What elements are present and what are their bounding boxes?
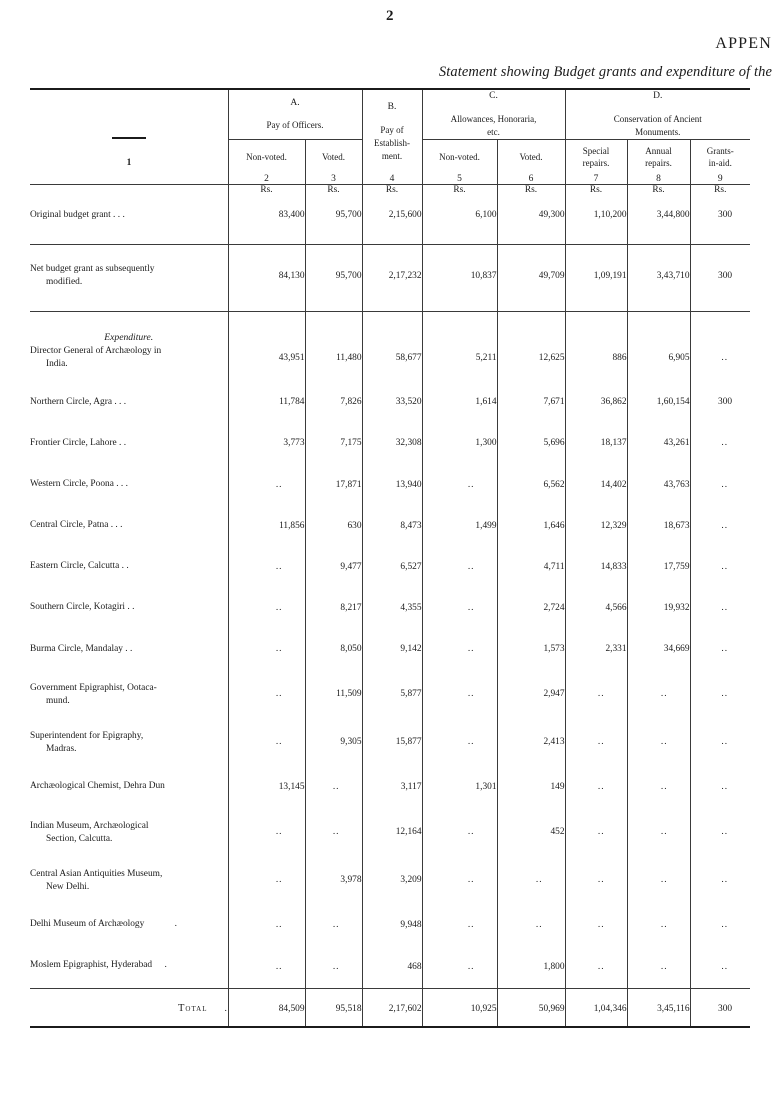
total-value: 50,969 xyxy=(497,989,565,1028)
header-group-d-name-line2: Monuments. xyxy=(635,126,681,137)
budget-statement-table xyxy=(30,88,750,1028)
cell-value: 3,773 xyxy=(228,423,305,464)
cell-value: 886 xyxy=(565,343,627,381)
row-label-text: Net budget grant as subsequently xyxy=(30,264,155,275)
column-number-2: 2 xyxy=(228,174,305,184)
cell-value: 5,696 xyxy=(497,423,565,464)
cell-value: .. xyxy=(422,904,497,945)
cell-value: .. xyxy=(565,670,627,718)
column-number-5: 5 xyxy=(422,174,497,184)
cell-value: 8,217 xyxy=(305,587,362,628)
cell-value: .. xyxy=(690,423,750,464)
table-row xyxy=(30,195,750,245)
currency-unit-6: Rs. xyxy=(497,184,565,195)
spacer-8 xyxy=(627,184,690,185)
cell-value: 1,301 xyxy=(422,766,497,807)
header-group-b-name-line3: ment. xyxy=(381,150,403,161)
cell-value: 2,413 xyxy=(497,718,565,766)
section-spacer-3 xyxy=(305,312,362,344)
cell-value: 11,856 xyxy=(228,505,305,546)
row-label-text: Southern Circle, Kotagiri xyxy=(30,602,126,613)
cell-value: 17,871 xyxy=(305,464,362,505)
cell-value: .. xyxy=(690,546,750,587)
total-value: 1,04,346 xyxy=(565,989,627,1028)
cell-value: 1,499 xyxy=(422,505,497,546)
cell-value: .. xyxy=(627,856,690,904)
section-heading: Expenditure. xyxy=(30,312,228,344)
row-label-text: Government Epigraphist, Ootaca- xyxy=(30,682,157,693)
header-group-c-letter: C. xyxy=(489,91,498,101)
cell-value: .. xyxy=(690,945,750,989)
cell-value: 7,826 xyxy=(305,382,362,423)
cell-value: .. xyxy=(690,766,750,807)
cell-value: .. xyxy=(690,629,750,670)
header-col-d-grants-in-aid xyxy=(690,139,750,174)
table-row xyxy=(30,245,750,312)
total-value: 2,17,602 xyxy=(362,989,422,1028)
cell-value: 17,759 xyxy=(627,546,690,587)
row-label-leaders: . . xyxy=(120,478,128,489)
cell-value: 7,175 xyxy=(305,423,362,464)
row-label-leaders: . . xyxy=(125,643,133,654)
row-label xyxy=(30,808,228,856)
header-group-a xyxy=(228,89,362,139)
row-label-text: Indian Museum, Archæological xyxy=(30,820,149,831)
cell-value: 1,09,191 xyxy=(565,245,627,312)
cell-value: .. xyxy=(627,945,690,989)
cell-value: .. xyxy=(422,856,497,904)
cell-value: .. xyxy=(228,808,305,856)
row-label-leaders: . . xyxy=(115,520,123,531)
cell-value: 9,142 xyxy=(362,629,422,670)
cell-value: 32,308 xyxy=(362,423,422,464)
cell-value: 2,947 xyxy=(497,670,565,718)
spacer-7 xyxy=(565,184,627,185)
total-value: 10,925 xyxy=(422,989,497,1028)
cell-value: 13,145 xyxy=(228,766,305,807)
cell-value: .. xyxy=(565,808,627,856)
table-caption: Statement showing Budget grants and expenditure of the xyxy=(438,64,772,80)
table-row xyxy=(30,629,750,670)
column-number-7: 7 xyxy=(565,174,627,184)
header-col-d-special-line1: Special xyxy=(582,145,610,156)
row-label-text: Delhi Museum of Archæology xyxy=(30,919,145,930)
table-row xyxy=(30,670,750,718)
row-label xyxy=(30,195,228,245)
table-header-group xyxy=(30,89,750,184)
row-label-text-line2: New Delhi. xyxy=(46,881,90,892)
cell-value: 1,646 xyxy=(497,505,565,546)
row-label xyxy=(30,670,228,718)
cell-value: 1,300 xyxy=(422,423,497,464)
cell-value: 43,763 xyxy=(627,464,690,505)
spacer-9 xyxy=(690,184,750,185)
row-label xyxy=(30,856,228,904)
cell-value: 1,60,154 xyxy=(627,382,690,423)
header-col-a-voted: Voted. xyxy=(305,139,362,174)
spacer-3 xyxy=(305,184,362,185)
expenditure-heading-row xyxy=(30,312,750,344)
cell-value: .. xyxy=(422,670,497,718)
section-spacer-5 xyxy=(422,312,497,344)
currency-unit-2: Rs. xyxy=(228,184,305,195)
cell-value: 468 xyxy=(362,945,422,989)
total-row xyxy=(30,989,750,1028)
cell-value: 9,305 xyxy=(305,718,362,766)
row-group-net-budget xyxy=(30,245,750,312)
cell-value: .. xyxy=(690,670,750,718)
currency-unit-8: Rs. xyxy=(627,184,690,195)
cell-value: 10,837 xyxy=(422,245,497,312)
row-label-leaders: . xyxy=(174,919,177,930)
row-label-text: Frontier Circle, Lahore xyxy=(30,437,117,448)
cell-value: .. xyxy=(690,808,750,856)
table-row xyxy=(30,464,750,505)
row-label-text: Central Circle, Patna . xyxy=(30,520,114,531)
total-label-text: Total xyxy=(177,1003,208,1015)
cell-value: 36,862 xyxy=(565,382,627,423)
cell-value: 1,573 xyxy=(497,629,565,670)
cell-value: 19,932 xyxy=(627,587,690,628)
cell-value: 7,671 xyxy=(497,382,565,423)
column-number-3: 3 xyxy=(305,174,362,184)
cell-value: .. xyxy=(228,670,305,718)
header-col-d-grants-line2: in-aid. xyxy=(708,157,732,168)
cell-value: 149 xyxy=(497,766,565,807)
row-label-text-line2: Section, Calcutta. xyxy=(46,833,113,844)
row-label-leaders: . . xyxy=(119,396,127,407)
table-row xyxy=(30,904,750,945)
header-col-d-annual-line1: Annual xyxy=(645,145,672,156)
stub-number-anchor xyxy=(30,157,228,185)
row-label-text: Western Circle, Poona . xyxy=(30,478,119,489)
page-number: 2 xyxy=(386,8,394,24)
stub-dash-rule xyxy=(112,137,146,139)
cell-value: 2,724 xyxy=(497,587,565,628)
section-spacer-8 xyxy=(627,312,690,344)
currency-unit-9: Rs. xyxy=(690,184,750,195)
header-group-d-name-line1: Conservation of Ancient xyxy=(613,113,702,124)
total-value: 300 xyxy=(690,989,750,1028)
row-label-text: Superintendent for Epigraphy, xyxy=(30,731,144,742)
cell-value: 11,509 xyxy=(305,670,362,718)
cell-value: .. xyxy=(627,808,690,856)
cell-value: 2,331 xyxy=(565,629,627,670)
header-col-d-special-line2: repairs. xyxy=(582,157,610,168)
header-group-b-name-line1: Pay of xyxy=(380,124,404,135)
cell-value: 5,877 xyxy=(362,670,422,718)
cell-value: 3,43,710 xyxy=(627,245,690,312)
cell-value: 14,402 xyxy=(565,464,627,505)
row-label-text: Moslem Epigraphist, Hyderabad xyxy=(30,960,153,971)
header-col-a-nonvoted: Non-voted. xyxy=(228,139,305,174)
cell-value: 9,477 xyxy=(305,546,362,587)
cell-value: .. xyxy=(690,718,750,766)
table-row xyxy=(30,587,750,628)
row-label xyxy=(30,718,228,766)
header-col-d-grants-line1: Grants- xyxy=(706,145,734,156)
table-row xyxy=(30,808,750,856)
cell-value: .. xyxy=(422,718,497,766)
cell-value: 3,117 xyxy=(362,766,422,807)
cell-value: 6,905 xyxy=(627,343,690,381)
cell-value: 34,669 xyxy=(627,629,690,670)
cell-value: 8,050 xyxy=(305,629,362,670)
spacer-6 xyxy=(497,184,565,185)
currency-unit-3: Rs. xyxy=(305,184,362,195)
header-group-c-name-line2: etc. xyxy=(487,126,500,137)
row-label-text: Northern Circle, Agra . xyxy=(30,396,117,407)
cell-value: 2,17,232 xyxy=(362,245,422,312)
cell-value: 12,329 xyxy=(565,505,627,546)
header-col-d-annual-repairs xyxy=(627,139,690,174)
currency-unit-4: Rs. xyxy=(362,184,422,195)
row-label xyxy=(30,343,228,381)
cell-value: 3,44,800 xyxy=(627,195,690,245)
row-label-text: Eastern Circle, Calcutta xyxy=(30,561,120,572)
row-label-leaders: . . xyxy=(119,437,127,448)
cell-value: .. xyxy=(690,343,750,381)
cell-value: 12,164 xyxy=(362,808,422,856)
cell-value: 630 xyxy=(305,505,362,546)
cell-value: .. xyxy=(422,808,497,856)
table-row xyxy=(30,343,750,381)
header-group-c xyxy=(422,89,565,139)
currency-unit-row xyxy=(30,184,750,195)
spacer-4 xyxy=(362,184,422,185)
cell-value: 5,211 xyxy=(422,343,497,381)
cell-value: 452 xyxy=(497,808,565,856)
row-label xyxy=(30,945,228,989)
cell-value: 18,137 xyxy=(565,423,627,464)
row-label xyxy=(30,464,228,505)
row-label xyxy=(30,629,228,670)
cell-value: .. xyxy=(228,464,305,505)
currency-unit-5: Rs. xyxy=(422,184,497,195)
row-label-text-line2: Madras. xyxy=(46,744,77,755)
spacer-5 xyxy=(422,184,497,185)
cell-value: .. xyxy=(422,629,497,670)
row-label-leaders: . . xyxy=(121,561,129,572)
cell-value: 4,566 xyxy=(565,587,627,628)
row-label-text: Original budget grant . xyxy=(30,209,116,220)
cell-value: .. xyxy=(305,945,362,989)
cell-value: .. xyxy=(690,856,750,904)
cell-value: 12,625 xyxy=(497,343,565,381)
row-label xyxy=(30,505,228,546)
cell-value: 14,833 xyxy=(565,546,627,587)
cell-value: .. xyxy=(690,904,750,945)
cell-value: 9,948 xyxy=(362,904,422,945)
cell-value: 58,677 xyxy=(362,343,422,381)
header-group-a-letter: A. xyxy=(290,97,300,108)
cell-value: 1,800 xyxy=(497,945,565,989)
cell-value: 33,520 xyxy=(362,382,422,423)
cell-value: .. xyxy=(627,718,690,766)
cell-value: .. xyxy=(497,904,565,945)
header-group-d xyxy=(565,89,750,139)
cell-value: 300 xyxy=(690,245,750,312)
cell-value: 83,400 xyxy=(228,195,305,245)
row-label xyxy=(30,766,228,807)
row-label-text-line2: India. xyxy=(46,359,68,370)
table-row xyxy=(30,945,750,989)
cell-value: .. xyxy=(690,464,750,505)
total-value: 84,509 xyxy=(228,989,305,1028)
header-col-d-special-repairs xyxy=(565,139,627,174)
row-label xyxy=(30,546,228,587)
header-col-c-voted: Voted. xyxy=(497,139,565,174)
header-group-a-name: Pay of Officers. xyxy=(266,120,324,131)
cell-value: .. xyxy=(228,718,305,766)
header-group-row xyxy=(30,89,750,139)
appendix-label: APPEN xyxy=(715,35,772,52)
row-group-original-budget xyxy=(30,195,750,245)
table-row xyxy=(30,546,750,587)
cell-value: 4,355 xyxy=(362,587,422,628)
cell-value: 49,709 xyxy=(497,245,565,312)
cell-value: 300 xyxy=(690,195,750,245)
stub-number-row xyxy=(30,184,750,185)
cell-value: .. xyxy=(228,945,305,989)
column-number-1: 1 xyxy=(126,157,132,168)
cell-value: .. xyxy=(627,766,690,807)
row-label-leaders: . xyxy=(164,960,167,971)
header-col-d-annual-line2: repairs. xyxy=(645,157,672,168)
cell-value: .. xyxy=(422,945,497,989)
cell-value: 95,700 xyxy=(305,245,362,312)
header-group-d-letter: D. xyxy=(653,91,663,101)
cell-value: 43,261 xyxy=(627,423,690,464)
total-value: 95,518 xyxy=(305,989,362,1028)
cell-value: 1,614 xyxy=(422,382,497,423)
row-label-leaders: . . xyxy=(117,209,125,220)
cell-value: .. xyxy=(565,904,627,945)
column-number-6: 6 xyxy=(497,174,565,184)
row-label xyxy=(30,587,228,628)
row-label-text-line2: modified. xyxy=(46,277,83,288)
section-spacer-7 xyxy=(565,312,627,344)
total-group xyxy=(30,989,750,1028)
cell-value: .. xyxy=(422,464,497,505)
header-group-c-name-line1: Allowances, Honoraria, xyxy=(450,113,537,124)
table-row xyxy=(30,382,750,423)
row-label xyxy=(30,245,228,312)
row-label-text: Director General of Archæology in xyxy=(30,346,162,357)
cell-value: .. xyxy=(565,766,627,807)
table-row xyxy=(30,766,750,807)
cell-value: 43,951 xyxy=(228,343,305,381)
cell-value: .. xyxy=(627,670,690,718)
header-col-c-nonvoted: Non-voted. xyxy=(422,139,497,174)
cell-value: .. xyxy=(690,587,750,628)
row-label xyxy=(30,382,228,423)
row-label-text: Archæological Chemist, Dehra Dun xyxy=(30,781,165,792)
cell-value: 13,940 xyxy=(362,464,422,505)
cell-value: .. xyxy=(627,904,690,945)
cell-value: .. xyxy=(305,766,362,807)
row-label xyxy=(30,904,228,945)
cell-value: .. xyxy=(305,904,362,945)
currency-stub xyxy=(30,184,228,195)
table-row xyxy=(30,423,750,464)
section-spacer-2 xyxy=(228,312,305,344)
cell-value: 3,209 xyxy=(362,856,422,904)
cell-value: 6,562 xyxy=(497,464,565,505)
cell-value: 2,15,600 xyxy=(362,195,422,245)
cell-value: .. xyxy=(565,718,627,766)
row-label-text-line2: mund. xyxy=(46,695,70,706)
cell-value: 8,473 xyxy=(362,505,422,546)
cell-value: .. xyxy=(422,546,497,587)
cell-value: 1,10,200 xyxy=(565,195,627,245)
section-spacer-4 xyxy=(362,312,422,344)
cell-value: 4,711 xyxy=(497,546,565,587)
currency-unit-7: Rs. xyxy=(565,184,627,195)
cell-value: 11,784 xyxy=(228,382,305,423)
column-number-9: 9 xyxy=(690,174,750,184)
total-value: 3,45,116 xyxy=(627,989,690,1028)
stub-dash-cell xyxy=(30,89,228,184)
table-row xyxy=(30,505,750,546)
row-label-text: Burma Circle, Mandalay xyxy=(30,643,123,654)
total-label-leader: . xyxy=(224,1003,228,1015)
column-number-8: 8 xyxy=(627,174,690,184)
section-spacer-6 xyxy=(497,312,565,344)
cell-value: .. xyxy=(565,945,627,989)
total-label xyxy=(30,989,228,1028)
cell-value: .. xyxy=(305,808,362,856)
table-row xyxy=(30,856,750,904)
table-row xyxy=(30,718,750,766)
cell-value: 18,673 xyxy=(627,505,690,546)
cell-value: 95,700 xyxy=(305,195,362,245)
column-number-4: 4 xyxy=(362,174,422,184)
row-label-text: Central Asian Antiquities Museum, xyxy=(30,868,163,879)
cell-value: 11,480 xyxy=(305,343,362,381)
cell-value: 84,130 xyxy=(228,245,305,312)
spacer-2 xyxy=(228,184,305,185)
cell-value: .. xyxy=(565,856,627,904)
cell-value: .. xyxy=(228,856,305,904)
row-label xyxy=(30,423,228,464)
header-group-b xyxy=(362,89,422,174)
cell-value: .. xyxy=(228,904,305,945)
cell-value: 3,978 xyxy=(305,856,362,904)
cell-value: .. xyxy=(422,587,497,628)
header-group-b-letter: B. xyxy=(387,101,397,112)
cell-value: .. xyxy=(228,629,305,670)
cell-value: .. xyxy=(228,546,305,587)
header-group-b-name-line2: Establish- xyxy=(374,137,411,148)
cell-value: .. xyxy=(497,856,565,904)
currency-unit-group xyxy=(30,184,750,195)
cell-value: .. xyxy=(228,587,305,628)
section-spacer-9 xyxy=(690,312,750,344)
expenditure-section xyxy=(30,312,750,989)
cell-value: 6,100 xyxy=(422,195,497,245)
row-label-leaders: . . xyxy=(127,602,135,613)
cell-value: 49,300 xyxy=(497,195,565,245)
cell-value: .. xyxy=(690,505,750,546)
cell-value: 15,877 xyxy=(362,718,422,766)
cell-value: 300 xyxy=(690,382,750,423)
cell-value: 6,527 xyxy=(362,546,422,587)
